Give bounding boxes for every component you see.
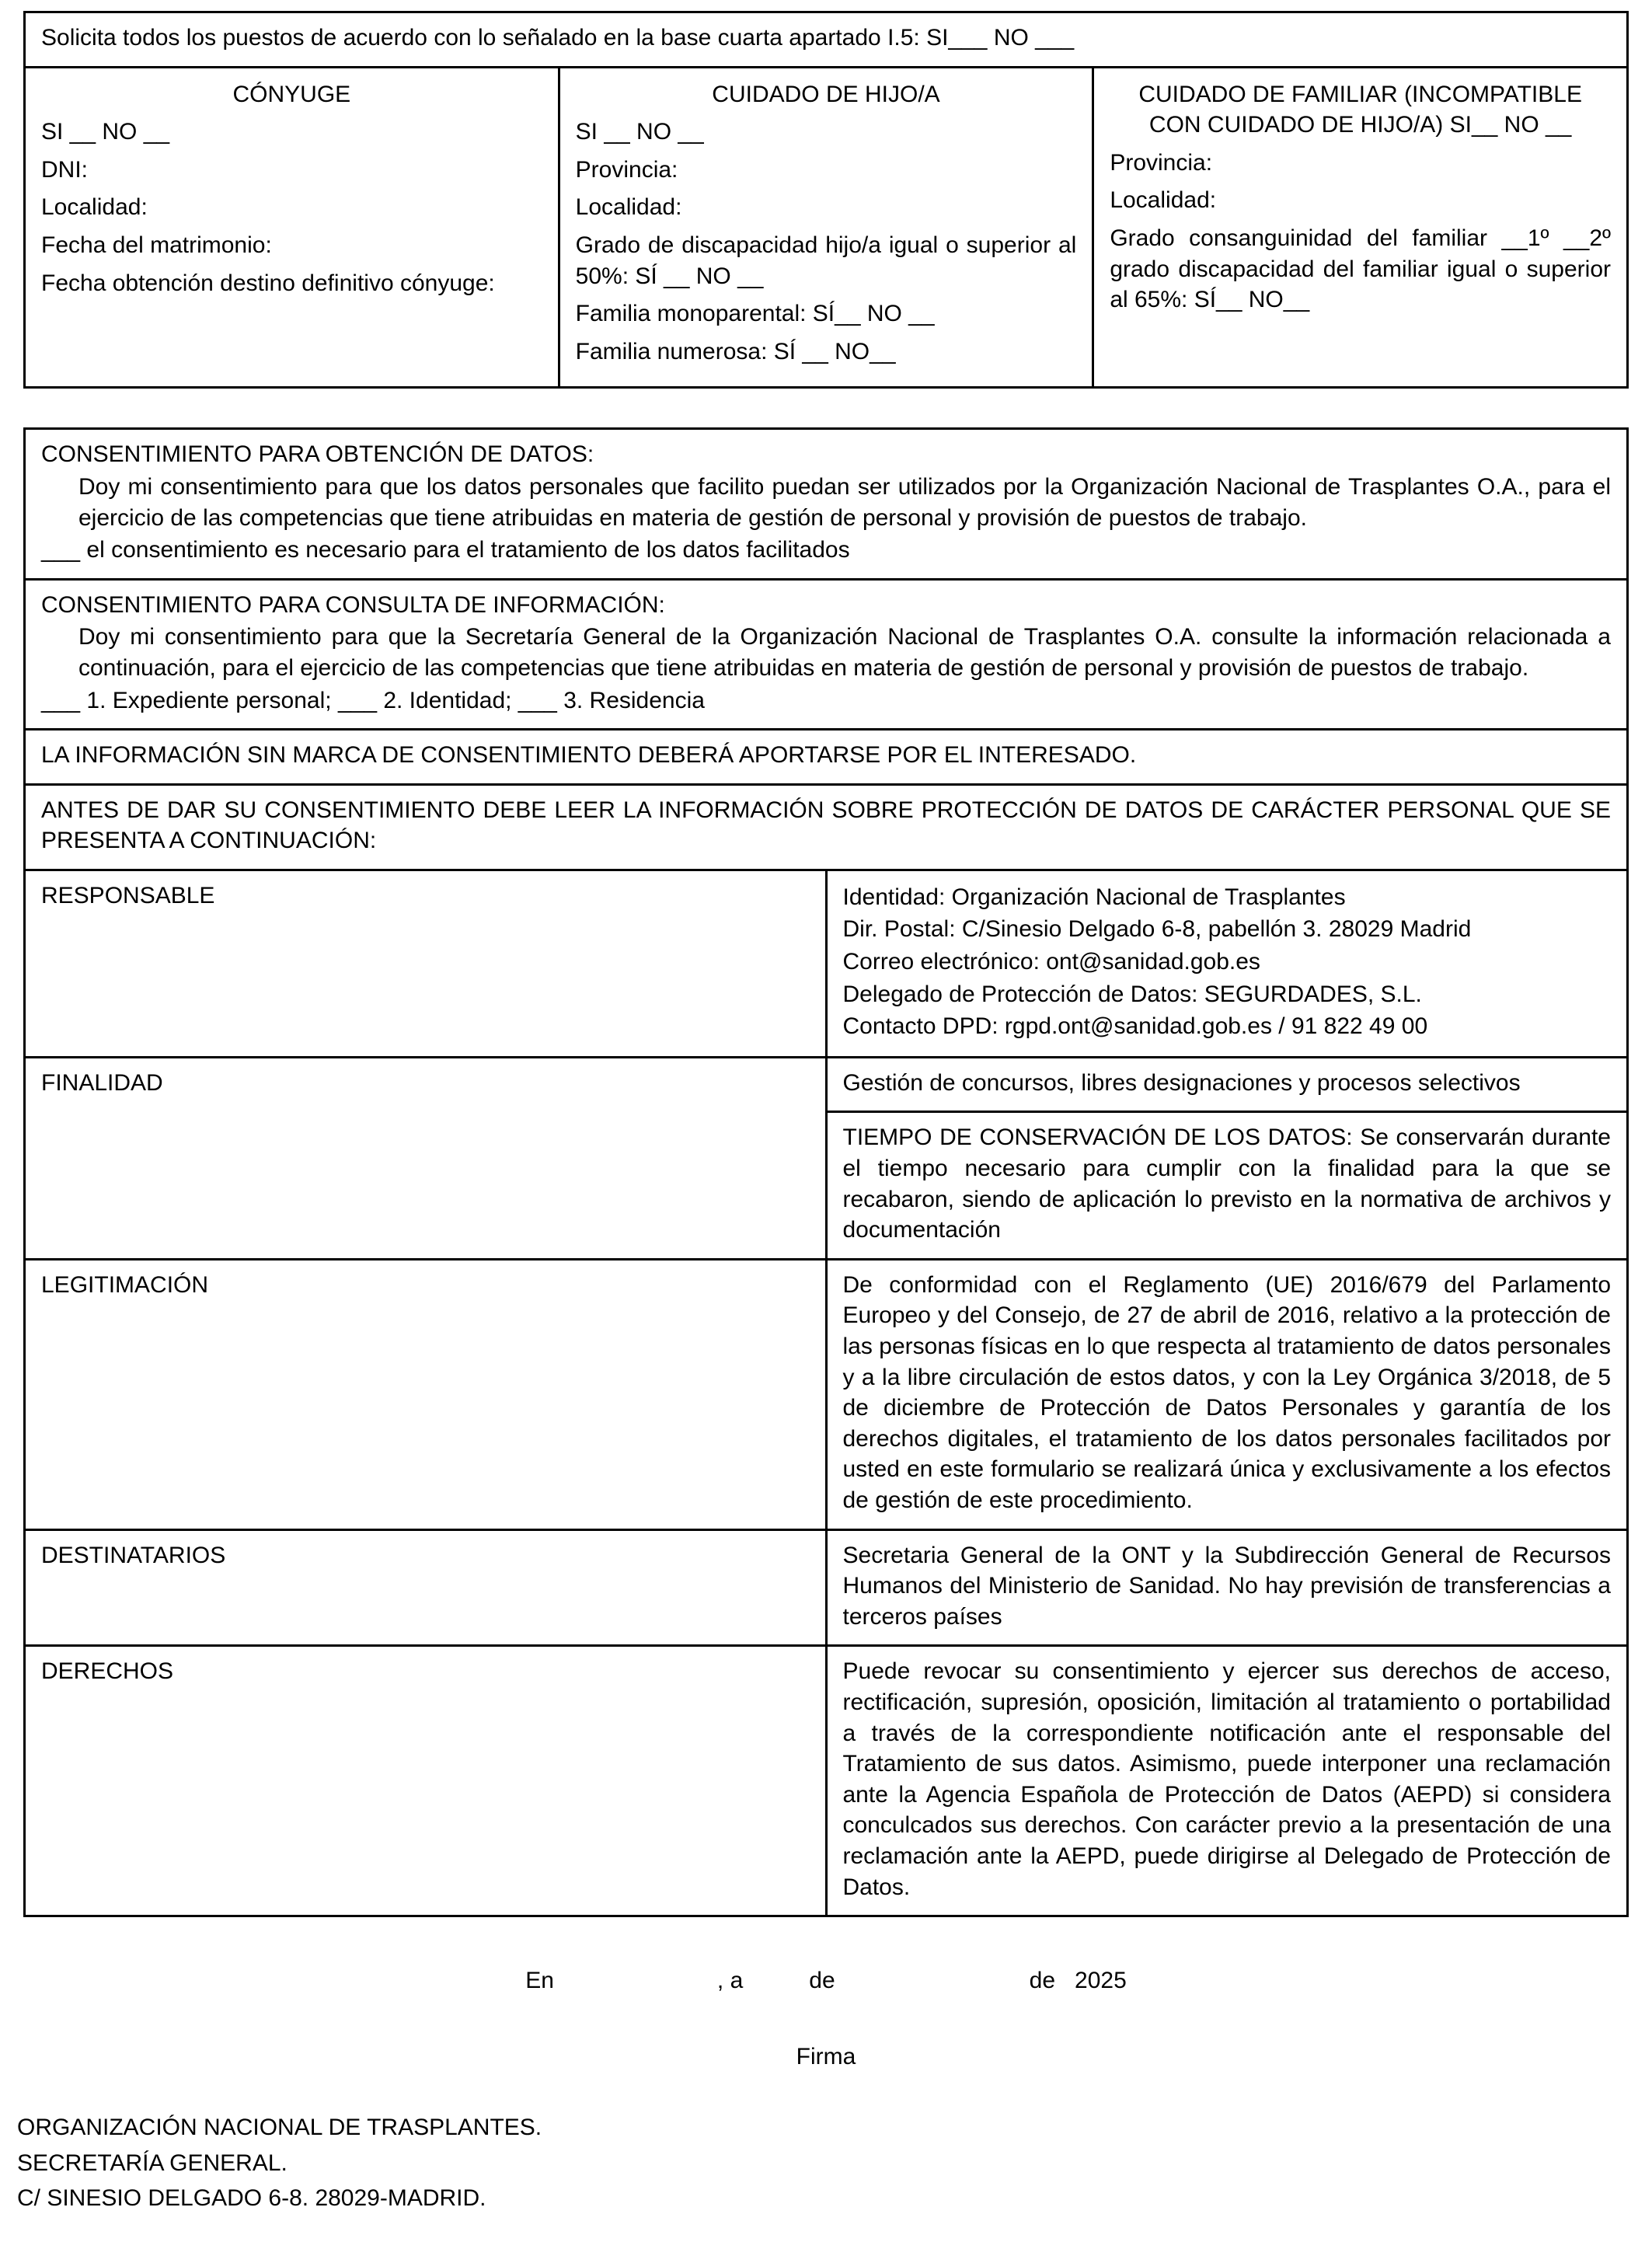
- responsable-content: [826, 870, 1628, 1057]
- hijo-discapacidad-line: Grado de discapacidad hijo/a igual o superior al 50%: SÍ __ NO __: [575, 232, 1077, 289]
- conyuge-fecha-matrimonio-field: Fecha del matrimonio:: [41, 232, 272, 258]
- finalidad-row1: Gestión de concursos, libres designaciones y procesos selectivos: [826, 1057, 1628, 1112]
- legitimacion-label: LEGITIMACIÓN: [25, 1259, 827, 1529]
- hijo-provincia-field: Provincia:: [575, 156, 678, 183]
- consent-obtencion-heading: CONSENTIMIENTO PARA OBTENCIÓN DE DATOS:: [41, 441, 594, 468]
- footer-street-address-line: C/ SINESIO DELGADO 6-8. 28029-MADRID.: [17, 2185, 486, 2212]
- hijo-monoparental-line: Familia monoparental: SÍ__ NO __: [575, 301, 935, 327]
- read-before-consent-note: ANTES DE DAR SU CONSENTIMIENTO DEBE LEER LA INFORMACIÓN SOBRE PROTECCIÓN DE DATOS DE CARÁCTER PERSONAL QUE SE PRESENTA A CONTINUACIÓN:: [25, 784, 1628, 870]
- cuidado-familiar-title: CUIDADO DE FAMILIAR (INCOMPATIBLE CON CUIDADO DE HIJO/A) SI__ NO __: [1138, 81, 1582, 138]
- destinatarios-label: DESTINATARIOS: [25, 1529, 827, 1646]
- date-year: 2025: [1075, 1968, 1127, 1994]
- responsable-dir-postal-line: Dir. Postal: C/Sinesio Delgado 6-8, pabellón 3. 28029 Madrid: [842, 916, 1472, 943]
- footer-organization-line: ORGANIZACIÓN NACIONAL DE TRASPLANTES.: [17, 2115, 542, 2141]
- date-place-line: [23, 1965, 1629, 1996]
- date-en-token: En: [525, 1968, 554, 1994]
- responsable-contacto-dpd-line: Contacto DPD: rgpd.ont@sanidad.gob.es / 91 822 49 00: [842, 1013, 1428, 1040]
- legitimacion-content: De conformidad con el Reglamento (UE) 2016/679 del Parlamento Europeo y del Consejo, de 27 de abril de 2016, relativo a la protección de las personas físicas en lo que respecta al tratamiento de datos personales y a la libre circulación de estos datos, y con la Ley Orgánica 3/2018, de 5 de diciembre de Protección de Datos Personales y garantía de los derechos digitales, el tratamiento de los datos personales facilitados por usted en este formulario se realizará única y exclusivamente a los efectos de gestión de este procedimiento.: [826, 1259, 1628, 1529]
- consent-consulta-heading: CONSENTIMIENTO PARA CONSULTA DE INFORMACIÓN:: [41, 591, 665, 618]
- footer-secretaria-line: SECRETARÍA GENERAL.: [17, 2150, 288, 2176]
- derechos-content: Puede revocar su consentimiento y ejercer sus derechos de acceso, rectificación, supresión, oposición, limitación al tratamiento o portabilidad a través de la correspondiente notificación ante el responsable del Tratamiento de sus datos. Asimismo, puede interponer una reclamación ante la Agencia Española de Protección de Datos (AEPD) si considera conculcados sus derechos. Con carácter previo a la presentación de una reclamación ante la AEPD, puede dirigirse al Delegado de Protección de Datos.: [826, 1646, 1628, 1916]
- conyuge-title: CÓNYUGE: [232, 81, 351, 107]
- no-consent-mark-note: LA INFORMACIÓN SIN MARCA DE CONSENTIMIENTO DEBERÁ APORTARSE POR EL INTERESADO.: [25, 730, 1628, 785]
- responsable-email-line: Correo electrónico: ont@sanidad.gob.es: [842, 949, 1260, 975]
- finalidad-row2-conservacion: TIEMPO DE CONSERVACIÓN DE LOS DATOS: Se conservarán durante el tiempo necesario para cumplir con la finalidad para la que se recabaron, siendo de aplicación lo previsto en la normativa de archivos y documentación: [826, 1112, 1628, 1259]
- column-cuidado-familiar: [1093, 67, 1628, 388]
- consent-consulta-checkbox-line: ___ 1. Expediente personal; ___ 2. Identidad; ___ 3. Residencia: [41, 687, 705, 713]
- hijo-numerosa-line: Familia numerosa: SÍ __ NO__: [575, 338, 896, 364]
- consent-obtencion-body: Doy mi consentimiento para que los datos personales que facilito puedan ser utilizados por la Organización Nacional de Trasplantes O.A., para el ejercicio de las competencias que tiene atribuidas en materia de gestión de personal y provisión de puestos de trabajo.: [78, 473, 1611, 531]
- finalidad-label: FINALIDAD: [25, 1057, 827, 1259]
- footer-address-block: [17, 2112, 1629, 2214]
- destinatarios-content: Secretaria General de la ONT y la Subdirección General de Recursos Humanos del Ministerio de Sanidad. No hay previsión de transferencias a terceros países: [826, 1529, 1628, 1646]
- conyuge-si-no-line: SI __ NO __: [41, 119, 170, 145]
- firma-label: Firma: [796, 2043, 856, 2069]
- hijo-si-no-line: SI __ NO __: [575, 119, 704, 145]
- column-conyuge: [25, 67, 559, 388]
- cuidado-hijo-title: CUIDADO DE HIJO/A: [712, 81, 940, 107]
- family-options-table: [23, 11, 1629, 389]
- familiar-provincia-field: Provincia:: [1110, 149, 1213, 176]
- familiar-localidad-field: Localidad:: [1110, 187, 1217, 214]
- column-cuidado-hijo: [559, 67, 1093, 388]
- consent-privacy-table: [23, 427, 1629, 1917]
- responsable-identidad-line: Identidad: Organización Nacional de Trasplantes: [842, 884, 1346, 910]
- hijo-localidad-field: Localidad:: [575, 194, 682, 221]
- conyuge-dni-field: DNI:: [41, 156, 88, 183]
- conyuge-fecha-destino-field: Fecha obtención destino definitivo cónyuge:: [41, 270, 495, 296]
- consent-obtencion-checkbox-line: ___ el consentimiento es necesario para el tratamiento de los datos facilitados: [41, 537, 850, 563]
- familiar-consanguinidad-line: Grado consanguinidad del familiar __1º __2º grado discapacidad del familiar igual o superior al 65%: SÍ__ NO__: [1110, 225, 1611, 313]
- responsable-label: RESPONSABLE: [25, 870, 827, 1057]
- conyuge-localidad-field: Localidad:: [41, 194, 148, 221]
- date-de-month-token: de: [1029, 1968, 1056, 1994]
- date-de-day-token: de: [809, 1968, 835, 1994]
- consent-consulta-body: Doy mi consentimiento para que la Secretaría General de la Organización Nacional de Trasplantes O.A. consulte la información relacionada a continuación, para el ejercicio de las competencias que tiene atribuidas en materia de gestión de personal y provisión de puestos de trabajo.: [78, 624, 1611, 681]
- consent-consulta-section: [25, 579, 1628, 729]
- date-a-token: , a: [716, 1968, 744, 1994]
- consent-obtencion-section: [25, 429, 1628, 579]
- responsable-dpd-line: Delegado de Protección de Datos: SEGURDADES, S.L.: [842, 981, 1422, 1007]
- derechos-label: DERECHOS: [25, 1646, 827, 1916]
- all-posts-request-line: Solicita todos los puestos de acuerdo con lo señalado en la base cuarta apartado I.5: SI___ NO ___: [25, 12, 1628, 68]
